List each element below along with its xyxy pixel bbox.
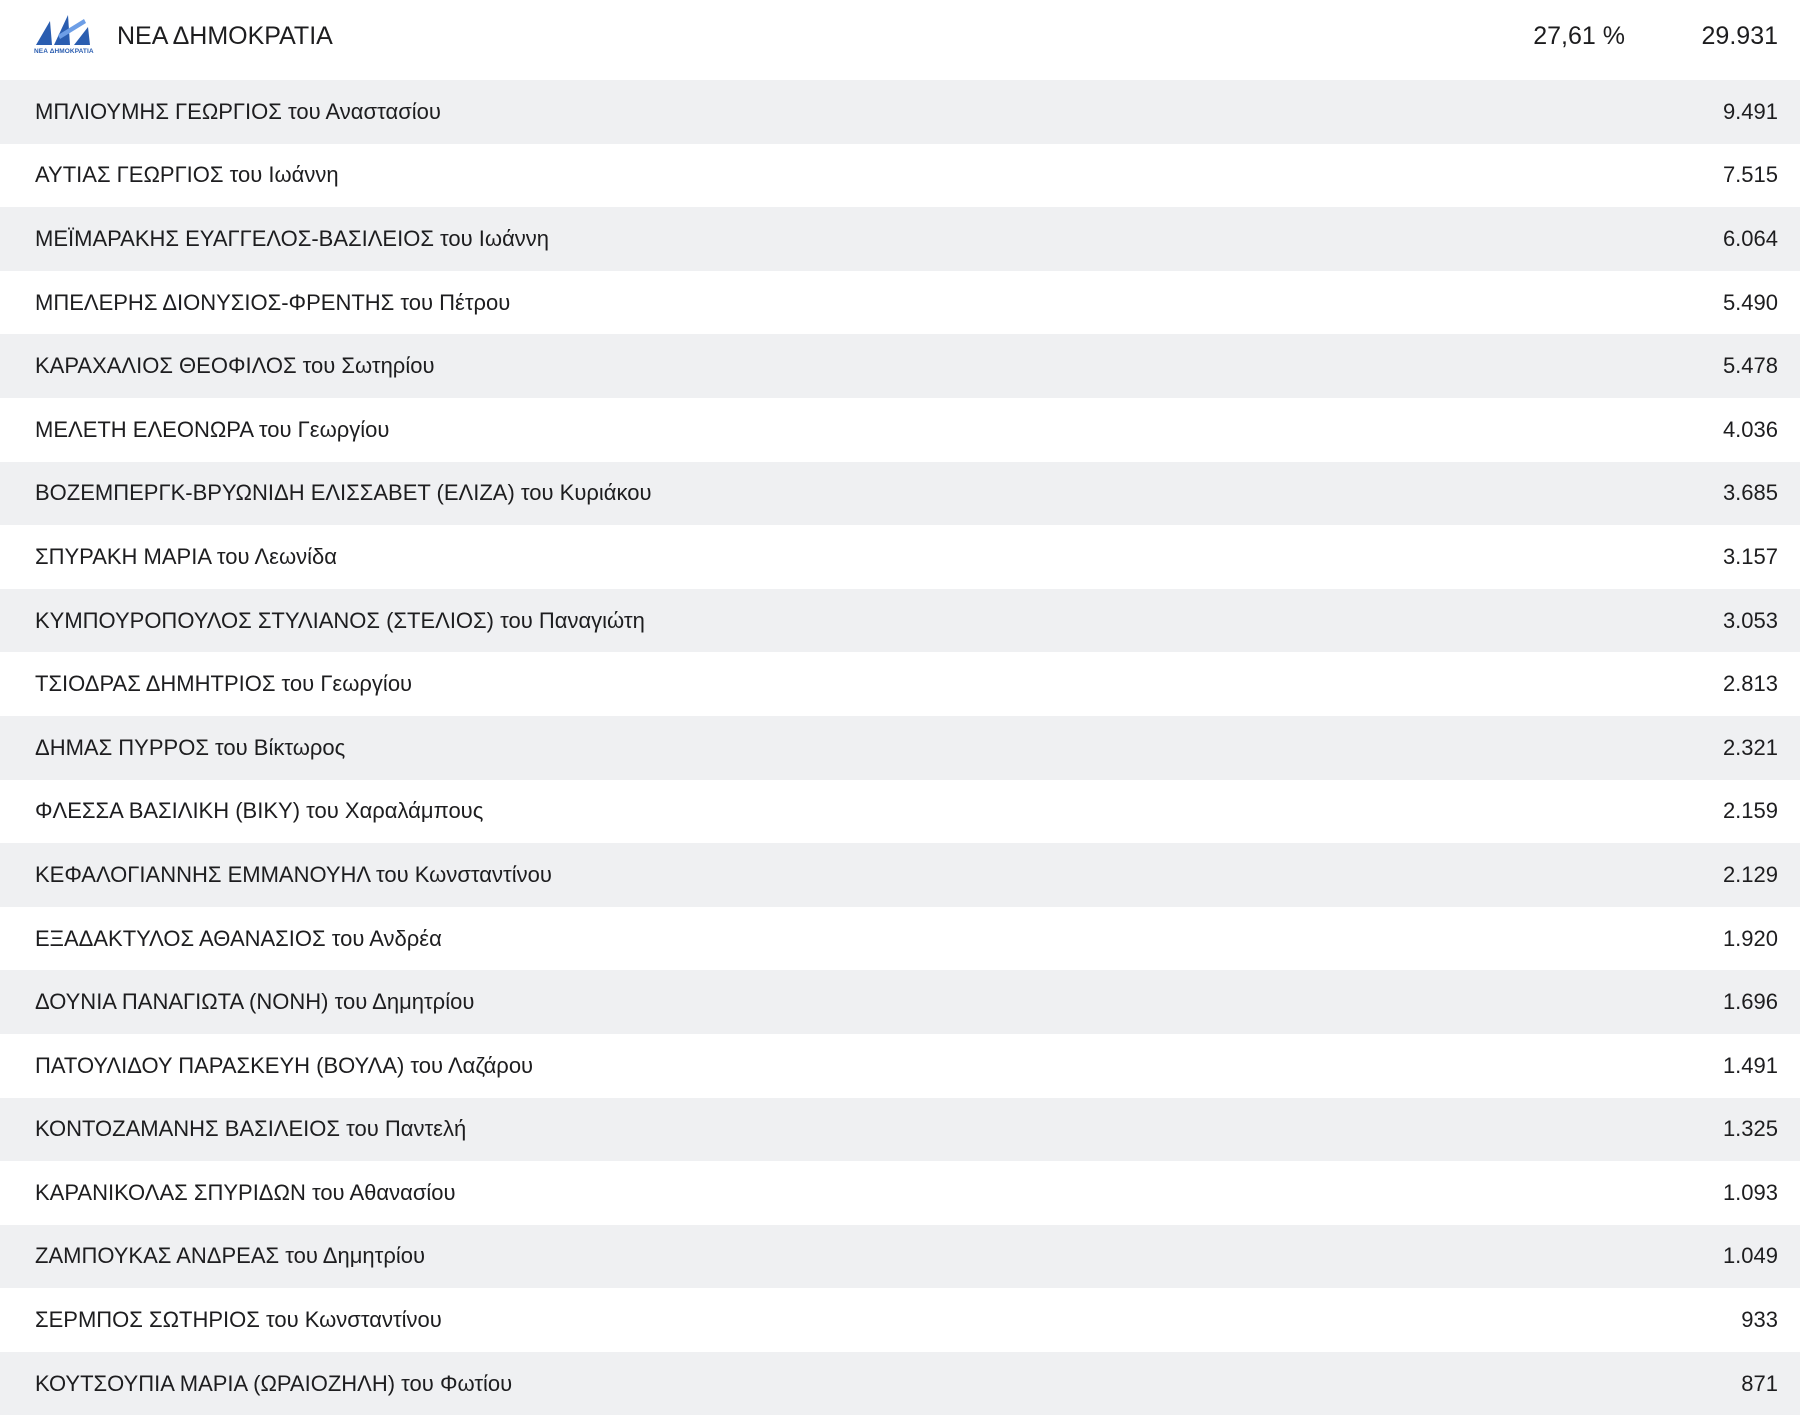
candidate-name: ΣΕΡΜΠΟΣ ΣΩΤΗΡΙΟΣ του Κωνσταντίνου — [35, 1307, 442, 1333]
party-logo — [34, 13, 98, 59]
candidate-votes: 1.920 — [1722, 925, 1778, 951]
candidate-name: ΜΕΪΜΑΡΑΚΗΣ ΕΥΑΓΓΕΛΟΣ-ΒΑΣΙΛΕΙΟΣ του Ιωάννη — [35, 225, 550, 251]
candidate-votes: 2.129 — [1722, 861, 1778, 887]
candidate-name: ΖΑΜΠΟΥΚΑΣ ΑΝΔΡΕΑΣ του Δημητρίου — [35, 1243, 425, 1269]
party-name: ΝΕΑ ΔΗΜΟΚΡΑΤΙΑ — [117, 22, 333, 50]
candidate-row — [0, 271, 1800, 335]
candidate-votes: 933 — [1741, 1307, 1778, 1333]
candidate-list — [0, 80, 1800, 1415]
candidate-votes: 4.036 — [1722, 416, 1778, 442]
candidate-row — [0, 1161, 1800, 1225]
candidate-row — [0, 780, 1800, 844]
candidate-row — [0, 970, 1800, 1034]
candidate-row — [0, 1225, 1800, 1289]
candidate-votes: 2.159 — [1722, 798, 1778, 824]
party-logo-text: ΝΕΑ ΔΗΜΟΚΡΑΤΙΑ — [34, 48, 94, 55]
candidate-name: ΔΟΥΝΙΑ ΠΑΝΑΓΙΩΤΑ (ΝΟΝΗ) του Δημητρίου — [35, 989, 475, 1015]
candidate-name: ΚΑΡΑΝΙΚΟΛΑΣ ΣΠΥΡΙΔΩΝ του Αθανασίου — [35, 1179, 456, 1205]
candidate-votes: 5.478 — [1722, 353, 1778, 379]
candidate-name: ΚΟΥΤΣΟΥΠΙΑ ΜΑΡΙΑ (ΩΡΑΙΟΖΗΛΗ) του Φωτίου — [35, 1370, 513, 1396]
candidate-row — [0, 334, 1800, 398]
candidate-row — [0, 144, 1800, 208]
candidate-row — [0, 589, 1800, 653]
candidate-row — [0, 1288, 1800, 1352]
candidate-row — [0, 652, 1800, 716]
candidate-votes: 871 — [1741, 1370, 1778, 1396]
candidate-row — [0, 1098, 1800, 1162]
candidate-row — [0, 462, 1800, 526]
candidate-name: ΦΛΕΣΣΑ ΒΑΣΙΛΙΚΗ (ΒΙΚΥ) του Χαραλάμπους — [35, 798, 484, 824]
party-percent: 27,61 % — [1533, 22, 1625, 50]
candidate-name: ΔΗΜΑΣ ΠΥΡΡΟΣ του Βίκτωρος — [35, 734, 346, 760]
candidate-votes: 6.064 — [1722, 225, 1778, 251]
party-header — [0, 0, 1800, 80]
candidate-votes: 3.685 — [1722, 480, 1778, 506]
candidate-name: ΜΠΕΛΕΡΗΣ ΔΙΟΝΥΣΙΟΣ-ΦΡΕΝΤΗΣ του Πέτρου — [35, 289, 511, 315]
candidate-votes: 1.049 — [1722, 1243, 1778, 1269]
candidate-name: ΑΥΤΙΑΣ ΓΕΩΡΓΙΟΣ του Ιωάννη — [35, 162, 339, 188]
candidate-name: ΤΣΙΟΔΡΑΣ ΔΗΜΗΤΡΙΟΣ του Γεωργίου — [35, 671, 413, 697]
candidate-name: ΜΕΛΕΤΗ ΕΛΕΟΝΩΡΑ του Γεωργίου — [35, 416, 390, 442]
candidate-votes: 1.491 — [1722, 1052, 1778, 1078]
candidate-row — [0, 80, 1800, 144]
candidate-row — [0, 716, 1800, 780]
candidate-votes: 9.491 — [1722, 98, 1778, 124]
candidate-row — [0, 843, 1800, 907]
candidate-row — [0, 907, 1800, 971]
candidate-name: ΣΠΥΡΑΚΗ ΜΑΡΙΑ του Λεωνίδα — [35, 543, 337, 569]
candidate-votes: 1.325 — [1722, 1116, 1778, 1142]
candidate-name: ΜΠΛΙΟΥΜΗΣ ΓΕΩΡΓΙΟΣ του Αναστασίου — [35, 98, 441, 124]
candidate-row — [0, 398, 1800, 462]
candidate-votes: 7.515 — [1722, 162, 1778, 188]
candidate-name: ΠΑΤΟΥΛΙΔΟΥ ΠΑΡΑΣΚΕΥΗ (ΒΟΥΛΑ) του Λαζάρου — [35, 1052, 534, 1078]
candidate-row — [0, 1034, 1800, 1098]
candidate-votes: 1.093 — [1722, 1179, 1778, 1205]
candidate-name: ΚΕΦΑΛΟΓΙΑΝΝΗΣ ΕΜΜΑΝΟΥΗΛ του Κωνσταντίνου — [35, 861, 552, 887]
candidate-name: ΚΥΜΠΟΥΡΟΠΟΥΛΟΣ ΣΤΥΛΙΑΝΟΣ (ΣΤΕΛΙΟΣ) του Παναγιώτη — [35, 607, 645, 633]
candidate-votes: 1.696 — [1722, 989, 1778, 1015]
candidate-votes: 3.157 — [1722, 543, 1778, 569]
candidate-name: ΒΟΖΕΜΠΕΡΓΚ-ΒΡΥΩΝΙΔΗ ΕΛΙΣΣΑΒΕΤ (ΕΛΙΖΑ) του Κυριάκου — [35, 480, 652, 506]
candidate-row — [0, 207, 1800, 271]
candidate-votes: 5.490 — [1722, 289, 1778, 315]
candidate-name: ΕΞΑΔΑΚΤΥΛΟΣ ΑΘΑΝΑΣΙΟΣ του Ανδρέα — [35, 925, 442, 951]
party-votes: 29.931 — [1701, 22, 1778, 50]
candidate-votes: 3.053 — [1722, 607, 1778, 633]
candidate-row — [0, 525, 1800, 589]
candidate-votes: 2.321 — [1722, 734, 1778, 760]
party-logo-icon — [34, 13, 98, 47]
candidate-name: ΚΑΡΑΧΑΛΙΟΣ ΘΕΟΦΙΛΟΣ του Σωτηρίου — [35, 353, 435, 379]
candidate-votes: 2.813 — [1722, 671, 1778, 697]
candidate-row — [0, 1352, 1800, 1415]
candidate-name: ΚΟΝΤΟΖΑΜΑΝΗΣ ΒΑΣΙΛΕΙΟΣ του Παντελή — [35, 1116, 467, 1142]
